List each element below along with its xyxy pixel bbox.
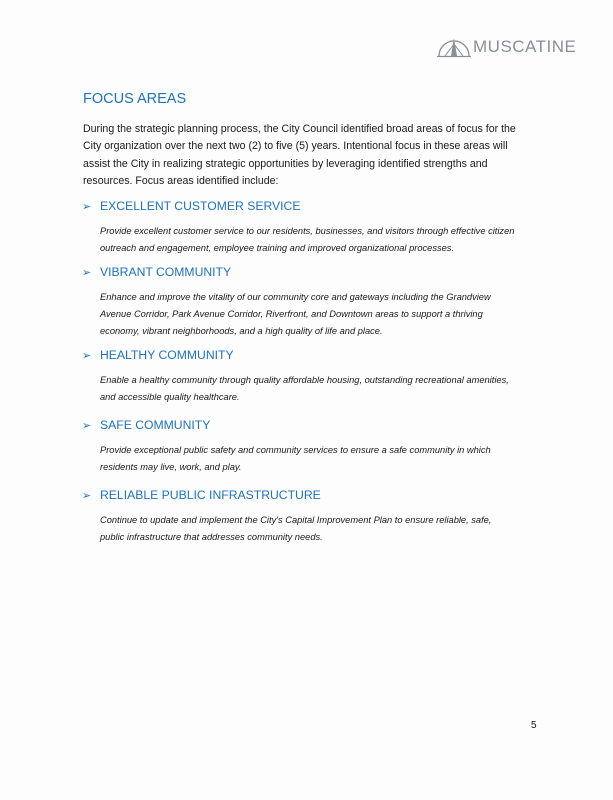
arrow-bullet-icon: ➢ xyxy=(82,266,92,279)
sunrise-logo-icon xyxy=(437,36,471,58)
logo-text: MUSCATINE xyxy=(473,37,577,56)
focus-area-text: Continue to update and implement the City's Capital Improvement Plan to ensure reliable, safe, xyxy=(100,515,492,525)
focus-area-text: Enhance and improve the vitality of our community core and gateways including the Grandview xyxy=(100,292,491,302)
focus-area-public-infrastructure xyxy=(82,486,491,546)
focus-area-customer-service xyxy=(82,197,514,257)
focus-area-text: public infrastructure that addresses community needs. xyxy=(100,532,323,542)
focus-area-text: and accessible quality healthcare. xyxy=(100,392,240,402)
arrow-bullet-icon: ➢ xyxy=(82,419,92,432)
intro-line: City organization over the next two (2) to five (5) years. Intentional focus in these areas will xyxy=(83,140,508,153)
focus-area-heading: SAFE COMMUNITY xyxy=(100,418,211,432)
focus-area-text: Provide exceptional public safety and community services to ensure a safe community in which xyxy=(100,445,491,455)
muscatine-logo xyxy=(437,36,576,58)
focus-area-text: Provide excellent customer service to our residents, businesses, and visitors through effective citizen xyxy=(100,226,515,236)
intro-line: During the strategic planning process, the City Council identified broad areas of focus for the xyxy=(83,123,516,135)
focus-area-heading: RELIABLE PUBLIC INFRASTRUCTURE xyxy=(100,488,321,502)
arrow-bullet-icon: ➢ xyxy=(82,349,92,362)
focus-area-text: Avenue Corridor, Park Avenue Corridor, Riverfront, and Downtown areas to support a thriving xyxy=(100,309,483,319)
focus-area-text: residents may live, work, and play. xyxy=(100,462,242,472)
focus-area-heading: VIBRANT COMMUNITY xyxy=(100,265,232,279)
intro-line: assist the City in realizing strategic opportunities by leveraging identified strengths and xyxy=(83,157,488,170)
focus-area-healthy-community xyxy=(82,346,509,406)
focus-area-text: Enable a healthy community through quality affordable housing, outstanding recreational amenities, xyxy=(100,375,509,385)
focus-area-text: economy, vibrant neighborhoods, and a high quality of life and place. xyxy=(100,326,383,336)
focus-area-vibrant-community xyxy=(82,263,491,340)
page-number: 5 xyxy=(531,720,537,731)
focus-area-heading: EXCELLENT CUSTOMER SERVICE xyxy=(100,199,301,213)
arrow-bullet-icon: ➢ xyxy=(82,200,92,213)
arrow-bullet-icon: ➢ xyxy=(82,489,92,502)
focus-area-safe-community xyxy=(82,416,491,476)
intro-line: resources. Focus areas identified include: xyxy=(83,174,279,187)
intro-paragraph xyxy=(83,121,516,190)
focus-area-text: outreach and engagement, employee training and improved organizational processes. xyxy=(100,243,455,253)
focus-area-heading: HEALTHY COMMUNITY xyxy=(100,348,234,362)
page-title: FOCUS AREAS xyxy=(83,91,187,107)
